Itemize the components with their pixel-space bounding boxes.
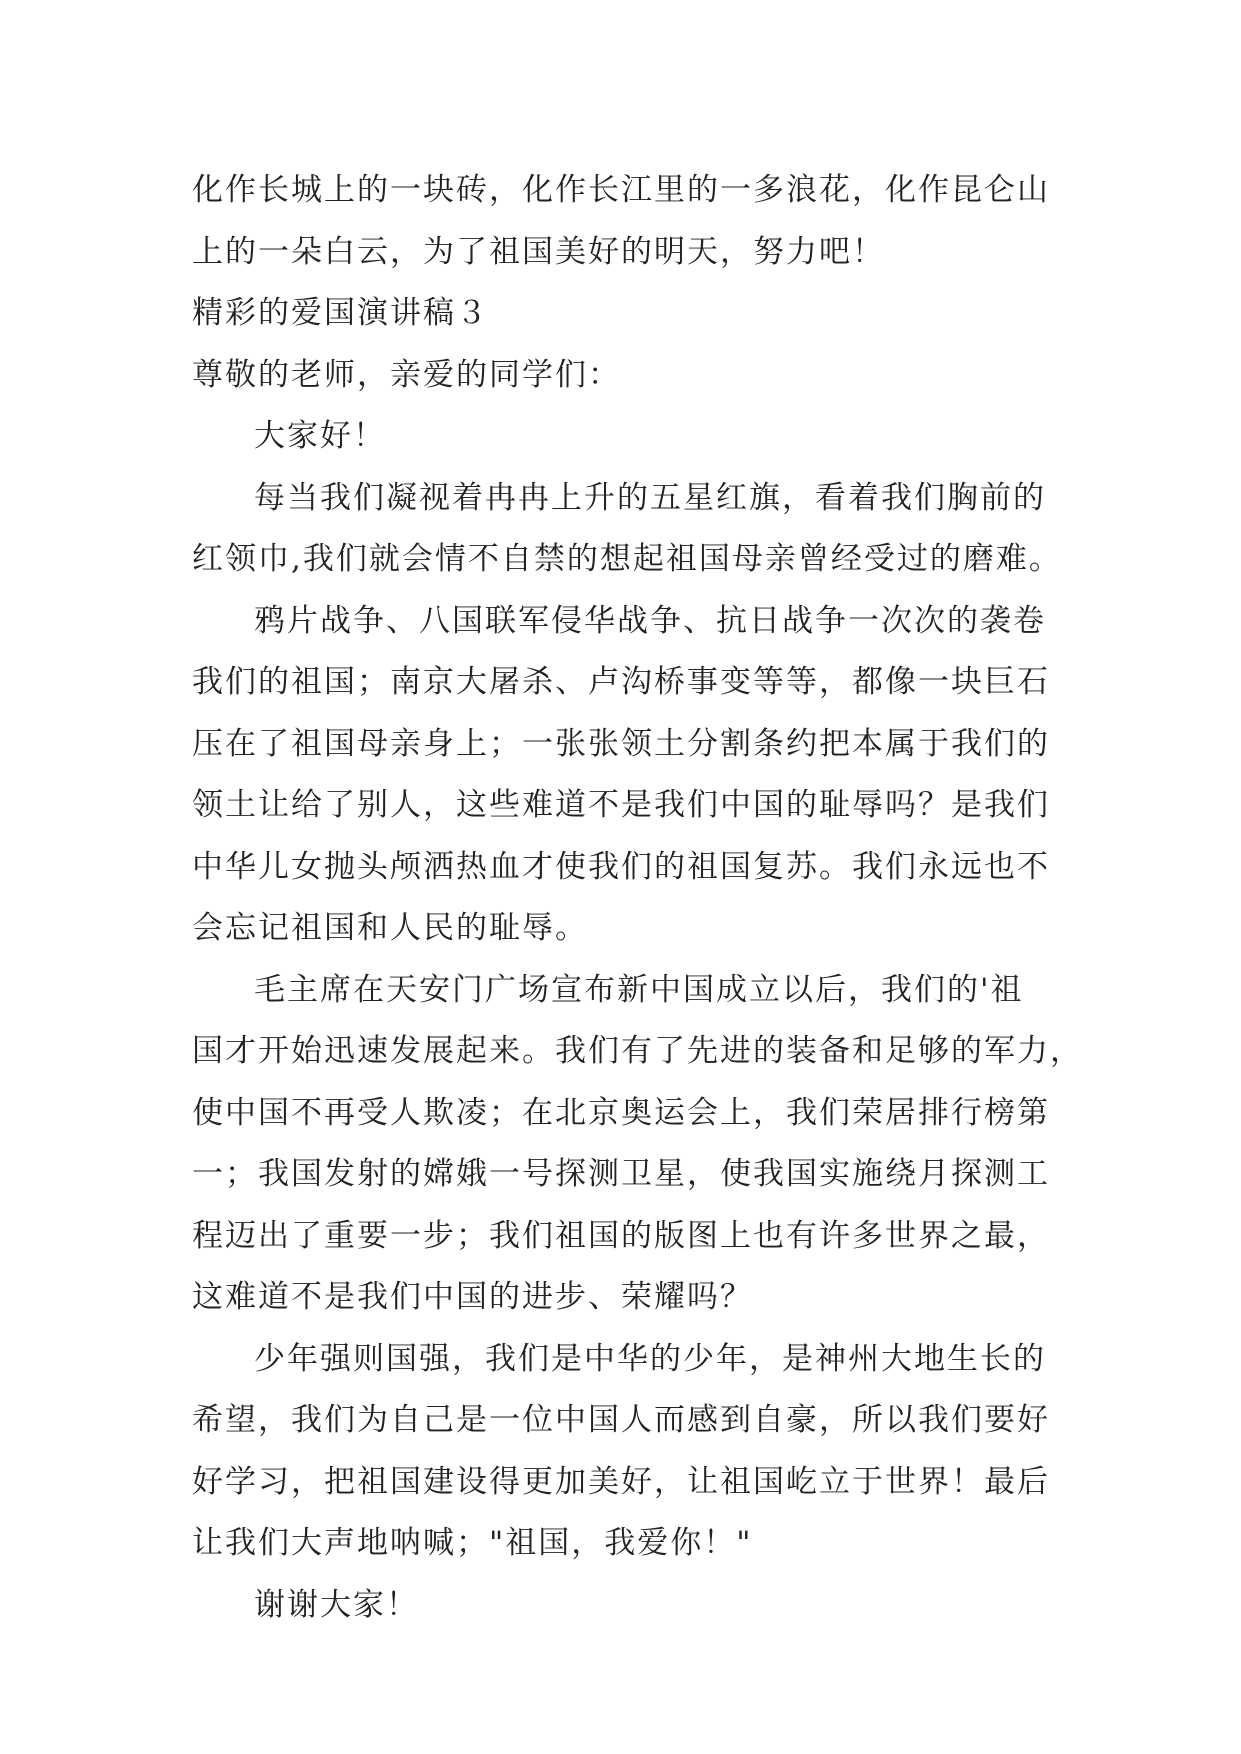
paragraph-line: 我们的祖国；南京大屠杀、卢沟桥事变等等，都像一块巨石 [192, 664, 1050, 700]
paragraph-line: 好学习，把祖国建设得更加美好，让祖国屹立于世界！最后 [192, 1463, 1050, 1500]
paragraph-line: 中华儿女抛头颅洒热血才使我们的祖国复苏。我们永远也不 [192, 848, 1050, 885]
paragraph-line: 红领巾,我们就会情不自禁的想起祖国母亲曾经受过的磨难。 [192, 541, 1062, 577]
paragraph-line: 使中国不再受人欺凌；在北京奥运会上，我们荣居排行榜第 [192, 1094, 1050, 1131]
paragraph-line: 压在了祖国母亲身上；一张张领土分割条约把本属于我们的 [192, 725, 1050, 762]
paragraph-line: 程迈出了重要一步；我们祖国的版图上也有许多世界之最， [192, 1217, 1050, 1254]
paragraph-2 [192, 591, 1072, 960]
section-title: 精彩的爱国演讲稿３ [192, 295, 489, 331]
paragraph-3 [192, 960, 1083, 1329]
paragraph-1 [192, 468, 1072, 591]
paragraph-line: 每当我们凝视着冉冉上升的五星红旗，看着我们胸前的 [254, 479, 1046, 516]
greeting: 大家好！ [254, 418, 386, 454]
paragraph-line: 会忘记祖国和人民的耻辱。 [192, 910, 588, 946]
paragraph-line: 鸦片战争、八国联军侵华战争、抗日战争一次次的袭卷 [254, 602, 1046, 639]
salutation: 尊敬的老师，亲爱的同学们： [192, 356, 621, 393]
paragraph-line: 一；我国发射的嫦娥一号探测卫星，使我国实施绕月探测工 [192, 1156, 1050, 1192]
closing: 谢谢大家！ [254, 1586, 419, 1623]
paragraph-line: 这难道不是我们中国的进步、荣耀吗？ [192, 1279, 753, 1315]
paragraph-4 [192, 1329, 1072, 1575]
paragraph-line: 让我们大声地呐喊；"祖国，我爱你！" [192, 1525, 753, 1561]
continuation-line-1: 化作长城上的一块砖，化作长江里的一多浪花，化作昆仑山 [192, 172, 1050, 208]
paragraph-line: 希望，我们为自己是一位中国人而感到自豪，所以我们要好 [192, 1402, 1050, 1438]
document-body [192, 160, 1083, 1636]
paragraph-line: 毛主席在天安门广场宣布新中国成立以后，我们的'祖 [254, 971, 1024, 1008]
continuation-line-2: 上的一朵白云，为了祖国美好的明天，努力吧！ [192, 233, 885, 270]
paragraph-line: 领土让给了别人，这些难道不是我们中国的耻辱吗？是我们 [192, 787, 1050, 823]
paragraph-line: 国才开始迅速发展起来。我们有了先进的装备和足够的军力， [192, 1033, 1083, 1069]
paragraph-line: 少年强则国强，我们是中华的少年，是神州大地生长的 [254, 1340, 1046, 1377]
